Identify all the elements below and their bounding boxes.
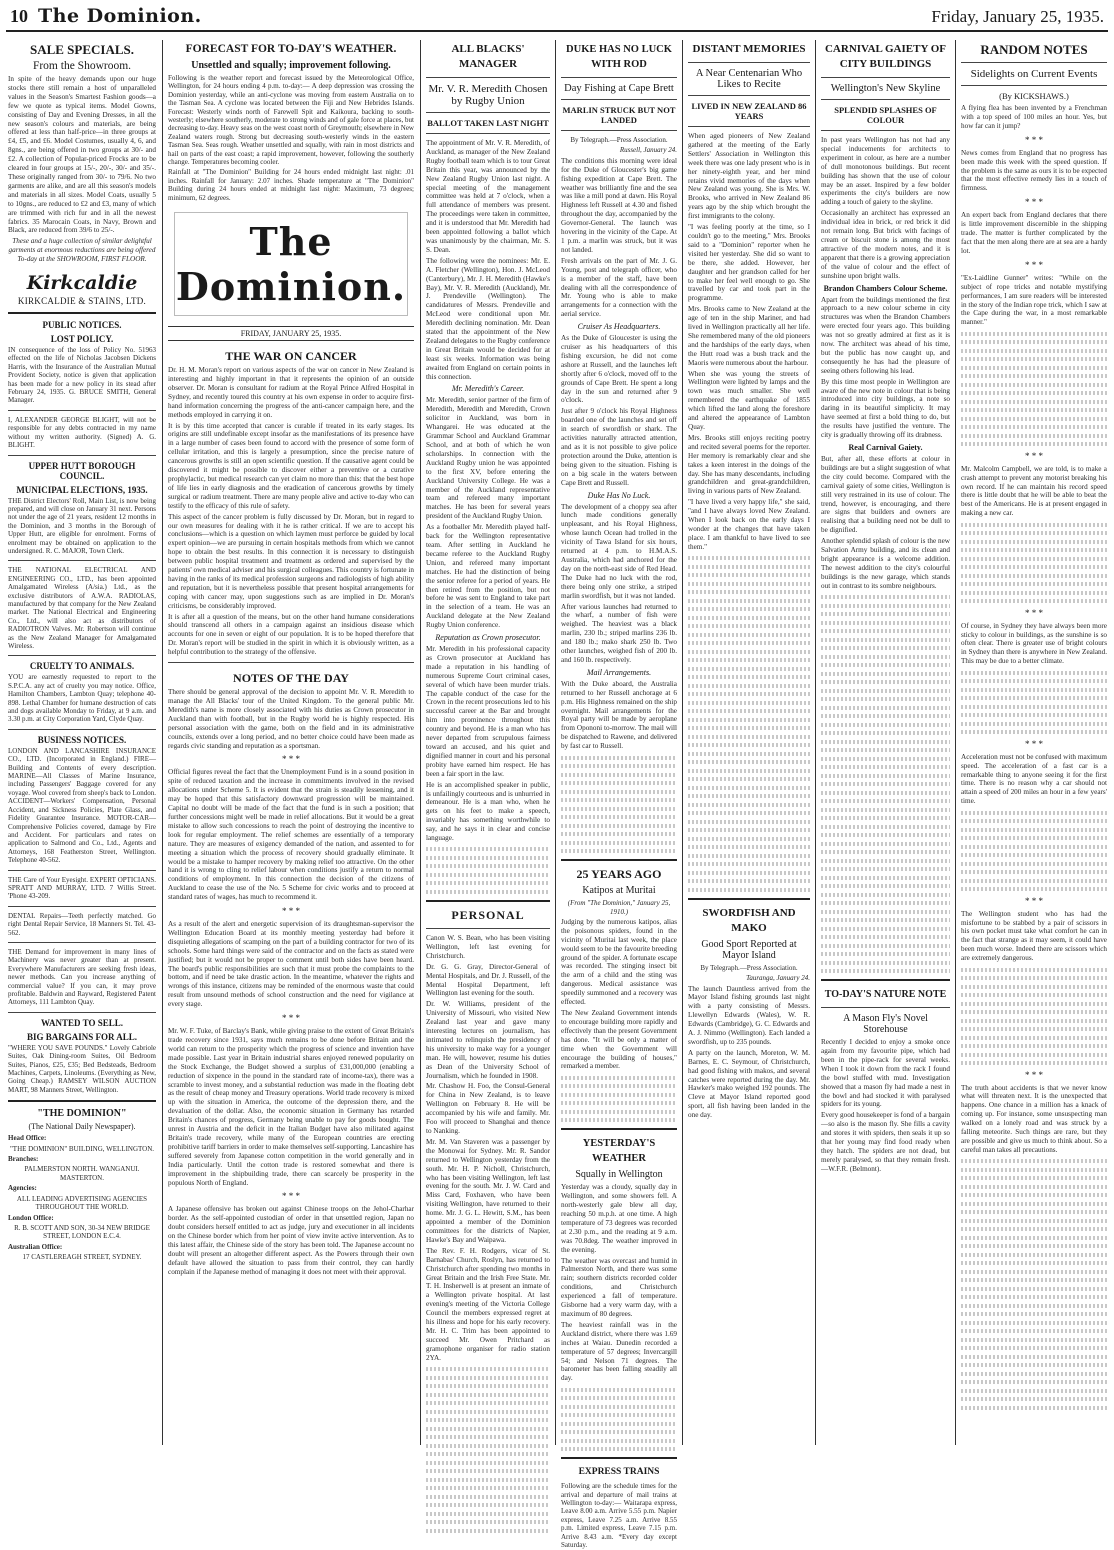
article-paragraph: Every good housekeeper is fond of a bargain—so also is the mason fly. She fills a cavity and stores it with spiders, then seals it up so that her young may find food ready when they hatch. The spiders are not dead, but merely paralysed, so that they remain fresh. —W.F.R. (Belmont). bbox=[821, 1111, 950, 1173]
editorial-title: THE WAR ON CANCER bbox=[225, 349, 357, 364]
separator-stars: * * * bbox=[1025, 450, 1043, 461]
text-filler bbox=[561, 756, 677, 854]
municipal-text: THE District Electors' Roll, Main List, is now being prepared, and will close on January 31 next. Persons not under the age of 21 years, resident 12 months in the Dominion, and 3 months in the Borough of Upper Hutt, are eligible for enrolment. Forms of enrolment may be obtained on application to the undersigned. R. C. MAJOR, Town Clerk. bbox=[8, 496, 156, 555]
article-paragraph: Just after 9 o'clock his Royal Highness boarded one of the launches and set off in search of swordfish or shark. The activities naturally attracted attention, and as it is not possible to give police protection around the Duke, attention is being given to the situation. Fishing is on a big scale in the waters between Cape Brett and Russell. bbox=[561, 407, 677, 487]
crosshead: Cruiser As Headquarters. bbox=[577, 322, 661, 332]
text-filler bbox=[561, 1076, 677, 1123]
memories-subhead2: LIVED IN NEW ZEALAND 86 YEARS bbox=[691, 101, 807, 121]
random-note: A flying flea has been invented by a Frenchman with a top speed of 100 miles an hour. Yes, but how far can it jump? bbox=[961, 104, 1107, 130]
personal-paragraph: The Rev. F. H. Rodgers, vicar of St. Barnabas' Church, Roslyn, has returned to Christchurch after spending two months in Great Britain and the Irish Free State. Mr. T. H. Insherwell is at present an inmate of a Wellington private hospital. At last evening's meeting of the Victoria College Council the members expressed regret at his illness and hope for his early recovery. Mr. H. C. Trim has been appointed to succeed Mr. Owen Pritchard as gramophone organiser for radio station 2YA. bbox=[426, 1246, 550, 1362]
personal-paragraph: Dr. W. Williams, president of the University of Missouri, who visited New Zealand last year and gave many interesting lectures on journalism, has intimated to relinquish the presidency of his university to make way for a younger man. He will, however, resume his duties as Dean of the University School of Journalism, which he founded in 1908. bbox=[426, 1000, 550, 1080]
article-paragraph: Apart from the buildings mentioned the first approach to a new colour scheme in city structures was when the Brandon Chambers were erected four years ago. This building was not so greatly admired at first as it is now. The architect was ahead of his time, but the public has now caught up, and consequently he has had the pleasure of seeing others following his lead. bbox=[821, 295, 950, 375]
personal-title: PERSONAL bbox=[451, 907, 525, 922]
ago-title: 25 YEARS AGO bbox=[576, 867, 662, 882]
public-notices-title: PUBLIC NOTICES. bbox=[42, 320, 122, 331]
column-6 bbox=[821, 40, 950, 1445]
column-5 bbox=[688, 40, 810, 1445]
crosshead: Brandon Chambers Colour Scheme. bbox=[823, 283, 948, 293]
yw-subhead: Squally in Wellington bbox=[575, 1169, 663, 1181]
forecast-text: Following is the weather report and forecast issued by the Meteorological Office, Wellington, for 24 hours ending 4 p.m. to-day:— A deep depression was crossing the Dominion yesterday, while an anti-cyclone was moving from eastern Australia on to the Tasman Sea. A cyclone was located between the Fiji and New Hebrides Islands. Forecast: Westerly winds north of Farewell Spit and Kaikoura, backing to south-westerly; elsewhere southerly, moderate to strong winds and of gale force at places, but decreasing to-day. Heavy seas on the west coast north of Greymouth; elsewhere in New Zealand waters rough. Strong but decreasing south-westerly winds in the eastern Tasman Sea. Seas rough. Weather unsettled and squally, with rain in most districts and hail on parts of the east coast; a rapid improvement, however, following the southerly change. Temperatures becoming cooler. bbox=[168, 74, 414, 167]
column-rule bbox=[815, 40, 816, 1445]
article-paragraph: By this time most people in Wellington are aware of the new note in colour that is being introduced into city buildings, a note so daring in its beautiful simplicity. It may have seemed at first a bold thing to do, but the results have justified the venture. The city is gradually throwing off its drabness. bbox=[821, 377, 950, 440]
london-office-label: London Office: bbox=[8, 1213, 54, 1222]
separator-stars: * * * bbox=[282, 1191, 300, 1202]
column-3 bbox=[426, 40, 550, 1445]
random-note: An expert back from England declares that there is little improvement discernible in the shipping trade. The matter is further complicated by the fact that the men along there are at sea are a hardy lot. bbox=[961, 211, 1107, 255]
article-paragraph: The appointment of Mr. V. R. Meredith, of Auckland, as manager of the New Zealand Rugby football team which is to tour Great Britain this year, was announced by the New Zealand Rugby Union last night. A special meeting of the management committee was held at 7 o'clock, when a full attendance of members was present. The proceedings were taken in committee, and it is understood that Mr. Meredith had been appointed following a ballot which was unanimously by the chairman, Mr. S. S. Dean. bbox=[426, 139, 550, 254]
article-paragraph: Another splendid splash of colour is the new Salvation Army building, and its clean and bright appearance is a welcome addition. The newest addition to the city's colourful buildings is the new garage, which stands out in contrast to its sombre neighbours. bbox=[821, 537, 950, 590]
sale-specials-text: In spite of the heavy demands upon our huge stocks there still remain a host of unparalleled values in the Season's Smartest Fashion goods—a few we quote as typical items. Model Gowns, consisting of Day and Evening Dresses, in all the new season's colours and materials, are being offered at less than half-price—in three groups at £4, £5, and £6. Model Costumes, usually 4, 6, and 8gns., are being offered in two groups at 30/- and £2. A collection of Popular-priced Frocks are to be cleared in four groups at 15/-, 20/-, 30/- and 35/-. These originally ranged from 30/- to 79/6. No two garments are alike, and are all this season's models and materials in all sizes. Model Coats, usually 5 to 10gns., are reduced to £2 and £3, many of which are trimmed with rich fur and in all the newest fabrics. 35 Marocain Coats, in Navy, Brown and Black, are reduced from 39/6 to 25/-. bbox=[8, 75, 156, 235]
crosshead: Mail Arrangements. bbox=[586, 667, 652, 677]
article-paragraph: A party on the launch, Moreton, W. M. Barnes, E. C. Seymour, of Christchurch, had good fishing with makos, and several catches were reported during the day. Mr. Hawker's mako weighed 192 pounds. The Cleve at Mayor Island reported good sport, all fish having been landed in the one day. bbox=[688, 1048, 810, 1120]
sword-title: SWORDFISH AND MAKO bbox=[702, 906, 796, 934]
wanted-to-sell-title: WANTED TO SELL. bbox=[41, 1017, 123, 1028]
article-paragraph: Yesterday was a cloudy, squally day in Wellington, and some showers fell. A north-westerly gale blew all day, reaching 50 m.p.h. at one time. A high temperature of 73 degrees was recorded at 2.30 p.m., and the reading at 9 a.m. was 70.8deg. The weather improved in the evening. bbox=[561, 1183, 677, 1254]
dominion-box-title: "THE DOMINION" bbox=[37, 1108, 127, 1120]
agencies-label: Agencies: bbox=[8, 1184, 37, 1193]
personal-paragraph: Mr. Chashow H. Foo, the Consul-General for China in New Zealand, is to leave Wellington on February 8. He will be accompanied by his wife and family. Mr. Foo will proceed to Shanghai and thence to Nanking. bbox=[426, 1082, 550, 1135]
separator-stars: * * * bbox=[1025, 1069, 1043, 1080]
duke-subhead2: MARLIN STRUCK BUT NOT LANDED bbox=[562, 105, 676, 125]
kirkcaldie-logo: Kirkcaldie bbox=[26, 272, 138, 295]
separator-stars: * * * bbox=[1025, 738, 1043, 749]
article-paragraph: Mr. Meredith in his professional capacity as Crown prosecutor at Auckland has made a reputation in his handling of numerous Supreme Court criminal cases, several of which have been murder trials. The capable conduct of the case for the Crown in the recent prosecutions led to his successful career at the Bar and brought him into prominence throughout this country and beyond. He is a man who has never departed from scrupulous fairness toward an accused, and his quiet and dignified manner in court and his personal probity have earned him respect. He has been a fair sport in the law. bbox=[426, 645, 550, 778]
duke-byline: By Telegraph.—Press Association. bbox=[570, 136, 668, 144]
article-paragraph: The following were the nominees: Mr. E. A. Fletcher (Wellington), Hon. J. McLeod (Canterbury), Mr. J. H. Meredith (Hawke's Bay), Mr. V. R. Meredith (Auckland), Mr. J. Prendeville (Wellington). The candidatures of Messrs. Prendeville and McLeod were conditional upon Mr. Meredith declining nomination. Mr. Dean stated that the appointment of the New Zealand delegates to the Rugby conference in Great Britain would be decided for at least six weeks. Information was being awaited from England on certain points in this connection. bbox=[426, 256, 550, 381]
text-filler bbox=[961, 332, 1107, 447]
article-paragraph: The heaviest rainfall was in the Auckland district, where there was 1.69 inches at Waiau. Dunedin recorded a temperature of 57 degrees; Invercargill 54; and Nelson 71 degrees. The barometer has been falling steadily all day. bbox=[561, 1320, 677, 1383]
article-paragraph: As the Duke of Gloucester is using the cruiser as his headquarters of this fishing excursion, he did not come ashore at Russell, and the launches left shortly after 6 o'clock, moved off to the grounds of Cape Brett. He spent a long day in the sun and returned after 9 o'clock. bbox=[561, 334, 677, 405]
article-paragraph: He is an accomplished speaker in public, is unfailingly courteous and is unhurried in demeanour. He is a man who, when he gets on his feet to make a speech, invariably has something worthwhile to say, and he says it in clear and concise language. bbox=[426, 780, 550, 843]
bargains-text: "WHERE YOU SAVE POUNDS." Lovely Cabriole Suites, Oak Dining-room Suites, Oil Bedroom Suites, Pianos, £25, £35; Bed Bedsteads, Bedroom Machines, Carpets, Linoleums. (Everything as New, Going Cheap.) RAMSEY WILSON AUCTION MART, 98 Manners Street, Wellington. bbox=[8, 1043, 156, 1094]
lost-policy-text: IN consequence of the loss of Policy No. 51963 effected on the life of Nicholas Jacobsen Dickens Harris, with the Insurance of the Australian Mutual Provident Society, notice is given that application has been made for a new policy in its stead after February 24, 1935. G. BRUCE SMITH, General Manager. bbox=[8, 346, 156, 405]
article-paragraph: Fresh arrivals on the part of Mr. J. G. Young, post and telegraph officer, who is a member of the staff, have been dealing with all the correspondence of Mr. Young who is able to make arrangements for a connection with the aerial service. bbox=[561, 256, 677, 319]
article-paragraph: Mr. Meredith, senior partner of the firm of Meredith, Meredith and Meredith, Crown solicitor in Auckland, was born in Whangarei. He was educated at the Grammar School and Auckland Grammar School, and at both of which he won scholarships. In connection with the Auckland Rugby union he was appointed to the first XV, before entering the Auckland University College. He was a member of the Auckland representative team and refereed many important matches. He has been for several years president of the Auckland Rugby Union. bbox=[426, 396, 550, 521]
random-note: Of course, in Sydney they have always been more sticky to colour in buildings, as the sunshine is so often clear. There is greater use of bright colours in Sydney than there is anywhere in New Zealand. This may be due to a better climate. bbox=[961, 621, 1107, 666]
notes-paragraph: A Japanese offensive has broken out against Chinese troops on the Jehol-Charhar border. As the self-appointed custodian of order in that unsettled region, Japan no doubt considers herself entitled to act as judge, jury and executioner in all incidents on the Chinese border which from her point of view invite active intervention. As to this latest affair, the Chinese side of the story has been told. The Japanese account no doubt will present an altogether different aspect. As the Powers through their own default have allowed the situation to pass from their control, they can hardly complain if the Japanese method of managing it does not meet with their approval. bbox=[168, 1205, 414, 1276]
aus-office-addr: 17 CASTLEREAGH STREET, SYDNEY. bbox=[22, 1253, 142, 1262]
text-filler bbox=[688, 556, 810, 892]
lost-policy-title: LOST POLICY. bbox=[50, 334, 114, 345]
notes-paragraph: Mr. W. F. Tuke, of Barclay's Bank, while giving praise to the extent of Great Britain's trade recovery since 1931, says much remains to be done before Britain and the world can return to the prosperity which the progress of science and invention have made possible. Last year in Britain industrial shares enjoyed renewed popularity on the Stock Exchange, the Budget showed a surplus of £31,000,000 (enabling a reduction of sixpence in the pound in the standard rate of income-tax), there was a scramble to invest money, and a substantial reduction was made in the floating debt as the result of cheap money and Treasury operations. World trade recovery is mixed up with the situation in America, the outcome of the depression there, and the devaluation of the dollar. Also, the economic situation in Germany has retarded Britain's chances of progress, Germany being unable to pay for goods bought. The unrest in Austria and the deficit in the Italian Budget have also militated against Britain's trade recovery, while many of the European countries are erecting prohibitive tariff barriers in order to make themselves self-supporting. Lancashire has suffered severely from Japanese cotton competition in the world generally and in India particularly. Until the cotton trade is restored somewhat and there is improvement in the shipbuilding trade, there can scarcely be prosperity in the populous North of England. bbox=[168, 1027, 414, 1187]
electrical-notice: THE NATIONAL ELECTRICAL AND ENGINEERING CO., LTD., has been appointed Amalgamated Wireless (A/sia.) Ltd., as the exclusive distributors of A.W.A. RADIOLAS, manufactured by that company for the New Zealand market. The National Electrical and Engineering Co., Ltd., will also act as distributors of RADIOTRON Valves. Mr. Robertson will continue as the New Zealand Manager for Amalgamated Wireless. bbox=[8, 566, 156, 650]
random-notes-subhead: Sidelights on Current Events bbox=[970, 68, 1098, 80]
crosshead: Duke Has No Luck. bbox=[587, 490, 651, 500]
article-paragraph: In past years Wellington has not had any special inducements for architects to experiment in colour, as here are a number of dull monotonous buildings. But recent building has shown that the use of colour may be an asset. Inspired by a few bolder experiments the city's builders are now adding a touch of gaiety to the skyline. bbox=[821, 136, 950, 207]
editorial-paragraph: It is after all a question of the means, but on the other hand humane considerations should transcend all others in a campaign against an insidious disease which accounts for one in seven or eight of our population. It is to be hoped therefore that Dr. Moran's report will be studied in the spirit in which it is obviously written, as a helpful contribution to the strategy of the offensive. bbox=[168, 612, 414, 657]
column-rule bbox=[682, 40, 683, 1445]
upper-hutt-title: UPPER HUTT BOROUGH COUNCIL. bbox=[28, 460, 136, 481]
column-7 bbox=[961, 40, 1107, 1445]
duke-headline: DUKE HAS NO LUCK WITH ROD bbox=[566, 44, 672, 70]
masthead-small: The Dominion. bbox=[38, 5, 202, 27]
article-paragraph: The development of a choppy sea after lunch made conditions generally unpleasant, and his Royal Highness, whose launch Ocean had trolled in the vicinity of Tawa Island for six hours, returned at 4 p.m. to H.M.A.S. Australia, which had anchored for the day on the north-east side of Red Head. The Duke had no luck with the rod, there being only one strike, a striped marlin swordfish, but it was not landed. bbox=[561, 502, 677, 600]
forecast-subhead: Unsettled and squally; improvement following. bbox=[191, 60, 391, 71]
article-paragraph: After various launches had returned to the wharf, a number of fish were weighed. The heaviest was a black marlin, 230 lb.; striped marlins 236 lb. and 180 lb.; mako shark 250 lb. Two other launches, weighed fish of 200 lb. and 160 lb. respectively. bbox=[561, 602, 677, 664]
sword-subhead: Good Sport Reported at Mayor Island bbox=[701, 938, 797, 961]
article-paragraph: Judging by the numerous katipos, alias the poisonous spiders, found in the vicinity of Muritai last week, the place would seem to be the favourite breeding ground of the spider. A fortunate escape was recorded. The stinging insect bit the arm of a child and the sting was dangerous. Medical assistance was speedily summoned and a recovery was effected. bbox=[561, 917, 677, 1007]
all-blacks-headline: ALL BLACKS' MANAGER bbox=[451, 43, 525, 70]
notes-paragraph: There should be general approval of the decision to appoint Mr. V. R. Meredith to manage the All Blacks' tour of the United Kingdom. To the general public Mr. Meredith's name is more closely associated with his duties as Crown prosecutor in Auckland than with football, but in the Rugby world he is highly respected. His personal association with the game, both on the field and in its administrative councils, extends over a long period, and no better choice could have been made as regards civic standing and reputation as a sportsman. bbox=[168, 688, 414, 750]
personal-paragraph: Mr. M. Van Staveren was a passenger by the Monowai for Sydney. Mr. R. Sandor returned to Wellington yesterday from the south. Mr. H. P. Nicholl, Christchurch, who has been visiting Wellington, left last evening for the south. Mr. J. W. Card and Miss Card, Foxhaven, who have been visiting Wellington, have returned to their home. Mr. J. G. L. Hewitt, S.M., has been appointed a member of the Dominion committees for the districts of Napier, Hawke's Bay and Waipawa. bbox=[426, 1137, 550, 1244]
article-paragraph: As a footballer Mr. Meredith played half-back for the Wellington representative team. After settling in Auckland he became referee to the Auckland Rugby Union, and refereed many important matches. He had the distinction of being the senior referee for a period of years. He then retired from the position, but not before he was sent to England to take part in the selection of a team. He was an Auckland delegate at the New Zealand Rugby Union conference. bbox=[426, 523, 550, 630]
random-note: "Ex-Laidline Gunner" writes: "While on the subject of rope tricks and notable mystifying performances, I am sure readers will be interested in the story of the Indian rope trick, which I saw at the Cape during the war, in a most remarkable manner." bbox=[961, 273, 1107, 327]
municipal-title: MUNICIPAL ELECTIONS, 1935. bbox=[16, 484, 148, 495]
article-paragraph: When aged pioneers of New Zealand gathered at the meeting of the Early Settlers' Association in Wellington this week there was one lady present who is in her ninety-eighth year, and her mind retains vivid memories of the days when New Zealand was young. She is Mrs. W. Brooks, who arrived in New Zealand 86 years ago by the ship which brought the first immigrants to the colony. bbox=[688, 132, 810, 221]
article-paragraph: With the Duke aboard, the Australia returned to her Russell anchorage at 6 p.m. His Highness remained on the ship overnight. Mail arrangements for the Royal party will be made by aeroplane from Opononi to-morrow. The mail will be dispatched to Rawene, and delivered by fast car to Russell. bbox=[561, 679, 677, 751]
article-paragraph: The weather was overcast and humid in Palmerston North, and there was some rain; southern districts recorded colder conditions, and Christchurch experienced a fall of temperature. Gisborne had a very warm day, with a maximum of 80 degrees. bbox=[561, 1256, 677, 1318]
random-notes-headline: RANDOM NOTES bbox=[980, 42, 1088, 57]
column-rule bbox=[555, 40, 556, 1445]
head-office-label: Head Office: bbox=[8, 1134, 47, 1143]
text-filler bbox=[961, 968, 1107, 1066]
article-paragraph: The launch Dauntless arrived from the Mayor Island fishing grounds last night with a party consisting of Messrs. Llewellyn Edwards (Wales), W. R. Edwards (Cambridge), G. C. Edwards and A. J. Nimmo (Wellington). Each landed a swordfish, up to 235 pounds. bbox=[688, 984, 810, 1046]
random-note: Acceleration must not be confused with maximum speed. The acceleration of a fast car is a remarkable thing to anyone seeing it for the first time. There is no reason why a car should not attain a speed of 200 miles an hour in a few years' time. bbox=[961, 752, 1107, 806]
editorial-paragraph: This aspect of the cancer problem is fully discussed by Dr. Moran, but in regard to our own measures for dealing with it he is rather critical. If we are to accept his conclusions—which is a question on which laymen must perforce be guided by local expert opinion—we are pursuing in certain hospitals methods from which we cannot hope to obtain the best results. In this connection it is necessary to distinguish between public hospital treatment and treatment as ordered and supervised by the patients' own medical adviser and his surgical colleagues. This country is fortunate in having in the ranks of its medical profession surgeons and radiologists of high ability and reputation, but it is nevertheless possible that present hospital arrangements for coping with cancer may, upon suggestions such as are implied in Dr. Moran's criticisms, be considerably improved. bbox=[168, 512, 414, 610]
nature-title: TO-DAY'S NATURE NOTE bbox=[824, 989, 947, 1001]
page-date: Friday, January 25, 1935. bbox=[931, 7, 1104, 26]
column-rule bbox=[955, 40, 956, 1445]
memories-headline: DISTANT MEMORIES bbox=[692, 43, 806, 55]
article-paragraph: When she was young the streets of Wellington were lighted by lamps and the town was much smaller. She well remembered the earthquake of 1855 which lifted the land along the foreshore and altered the appearance of Lambton Quay. bbox=[688, 369, 810, 431]
ago-source: (From "The Dominion," January 25, 1910.) bbox=[567, 899, 671, 916]
carnival-headline: CARNIVAL GAIETY OF CITY BUILDINGS bbox=[824, 43, 947, 70]
sale-specials-subhead: From the Showroom. bbox=[32, 60, 132, 72]
separator-stars: * * * bbox=[282, 754, 300, 765]
column-4 bbox=[561, 40, 677, 1550]
cruelty-title: CRUELTY TO ANIMALS. bbox=[29, 661, 135, 672]
kirkcaldie-firm: KIRKCALDIE & STAINS, LTD. bbox=[17, 296, 147, 307]
article-paragraph: Mrs. Brooks still enjoys reciting poetry and recited several poems for the reporter. Her memory is remarkably clear and she takes a keen interest in the doings of the day. She has many descendants, including grandchildren and great-grandchildren, living in various parts of New Zealand. bbox=[688, 433, 810, 496]
editorial-paragraph: Dr. H. M. Moran's report on various aspects of the war on cancer in New Zealand is interesting and highly important in that it represents the opinion of an outside observer. Dr. Moran is consultant for radium at the Royal Prince Alfred Hospital in Sydney, and recently toured this country at his own expense in order to acquire first-hand information concerning the progress of the anti-cancer campaign here, and the methods employed in carrying it on. bbox=[168, 366, 414, 419]
carnival-subhead: Wellington's New Skyline bbox=[830, 83, 941, 94]
sale-specials-italic: These and a huge collection of similar delightful garments at enormous reductions are being offered To-day at the SHOWROOM, FIRST FLOOR. bbox=[8, 237, 156, 264]
separator-stars: * * * bbox=[282, 1013, 300, 1024]
branches-list: PALMERSTON NORTH. WANGANUI. MASTERTON. bbox=[24, 1165, 140, 1182]
branches-label: Branches: bbox=[8, 1155, 39, 1164]
all-blacks-subhead2: BALLOT TAKEN LAST NIGHT bbox=[427, 118, 549, 128]
random-note: News comes from England that no progress has been made this week with the speed question. If the problem is the same as ours it is to be expected that the most effective remedy lies in a touch of firmness. bbox=[961, 148, 1107, 193]
notes-paragraph: As a result of the alert and energetic supervision of its draughtsman-supervisor the Wellington Education Board at its monthly meeting yesterday had before it disquieting allegations of scamping on the part of a building contractor for two of its schools. Some hard things were said of the contractor and on the facts as stated were justified; but it would not be proper to comment until both sides have been heard. The board's public responsibilities are such that it must probe the complaints to the bottom, and if need be take drastic action. In the meantime, whatever the rights and wrongs of this instance, citizens may be reminded of the enormous waste that could result from unsound methods of school construction and the need for vigilance at every stage. bbox=[168, 920, 414, 1009]
patent-ad: THE Demand for improvement in many lines of Machinery was never greater than at present. Everywhere Manufacturers are seeking fresh ideas, newer methods. Can you increase anything of commercial value? If you can, it may prove profitable. Baldwin and Rayward, Registered Patent Attorneys, 111 Lambton Quay. bbox=[8, 947, 156, 1007]
separator-stars: * * * bbox=[1025, 134, 1043, 145]
express-title: EXPRESS TRAINS bbox=[578, 1467, 660, 1478]
aus-office-label: Australian Office: bbox=[8, 1242, 63, 1251]
article-paragraph: "I was feeling poorly at the time, so I couldn't go to the meeting," Mrs. Brooks said to a "Dominion" reporter when he visited her yesterday. She did so want to be there, she added. However, her daughter and her grandson called for her to make her feel well enough to go. She travelled by car and took part in the programme. bbox=[688, 223, 810, 303]
text-filler bbox=[961, 1159, 1107, 1410]
text-filler bbox=[561, 1388, 677, 1452]
rainfall-text: Rainfall at "The Dominion" Building for 24 hours ended midnight last night: .01 inches. Rainfall for January: 2.07 inches. Shade temperature at "The Dominion" Building during 24 hours ended at midnight last night: Maximum, 73 degrees; minimum, 62 degrees. bbox=[168, 168, 414, 202]
memories-subhead: A Near Centenarian Who Likes to Recite bbox=[695, 68, 803, 90]
london-office-addr: R. B. SCOTT AND SON, 30-34 NEW BRIDGE STREET, LONDON E.C.4. bbox=[14, 1223, 150, 1241]
personal-paragraph: Dr. G. G. Gray, Director-General of Mental Hospitals, and Dr. J. Russell, of the Mental Hospital Department, left Wellington last evening for the south. bbox=[426, 962, 550, 998]
sword-byline: By Telegraph.—Press Association. bbox=[700, 963, 798, 972]
text-filler bbox=[961, 671, 1107, 735]
column-1 bbox=[8, 40, 156, 1445]
dominion-masthead: The Dominion. bbox=[174, 212, 408, 316]
article-paragraph: Occasionally an architect has expressed an individual idea in brick, or red brick it did not remain long. But brick with facings of cream or biscuit stone is among the most attractive of the modern notes, and it is apparent that there is a growing appreciation of the value of colour and the effect of sunshine upon bright walls. bbox=[821, 209, 950, 280]
forecast-headline: FORECAST FOR TO-DAY'S WEATHER. bbox=[185, 43, 397, 55]
column-rule bbox=[162, 40, 163, 1445]
notes-title: NOTES OF THE DAY bbox=[233, 671, 349, 686]
dominion-box-sub: (The National Daily Newspaper). bbox=[28, 1122, 136, 1132]
separator-stars: * * * bbox=[1025, 895, 1043, 906]
text-filler bbox=[426, 1367, 550, 1533]
carnival-subhead2: SPLENDID SPLASHES OF COLOUR bbox=[834, 105, 937, 125]
editorial-paragraph: It is by this time accepted that cancer is curable if treated in its early stages. Its origins are still undefinable except insofar as the manifestations of its presence have in a large number of cases been found to accord with the presence of some form of cellular irritation, and this is largely a presumption, since the precise nature of cancerous growths is still an open scientific question. If the causative agent could be discovered it might be possible to discover either a preventive or a curative prophylactic, but medical research can yet claim no more than this: that the best hope of life lies in early diagnosis and the eradication of cancerous growths by timely surgical or radium treatment. There are many people alive and active to-day who can testify to the efficacy of this rule of safety. bbox=[168, 421, 414, 510]
crosshead: Mr. Meredith's Career. bbox=[451, 384, 525, 394]
business-notices-title: BUSINESS NOTICES. bbox=[37, 734, 127, 745]
sale-specials-headline: SALE SPECIALS. bbox=[29, 42, 135, 57]
agencies-text: ALL LEADING ADVERTISING AGENCIES THROUGHOUT THE WORLD. bbox=[16, 1194, 148, 1212]
column-rule bbox=[420, 40, 421, 1445]
article-paragraph: The New Zealand Government intends to encourage building more rapidly and effectively than the present Government has done. "It will be only a matter of time when the Government will encourage the building of houses," remarked a member. bbox=[561, 1008, 677, 1071]
duke-subhead: Day Fishing at Cape Brett bbox=[564, 83, 674, 94]
duke-dateline: Russell, January 24. bbox=[619, 146, 677, 155]
article-paragraph: "I have lived a very happy life," she said, "and I have always loved New Zealand. When I look back on the early days I wonder at the changes that have taken place. I am thankful to have lived to see them." bbox=[688, 498, 810, 551]
crosshead: Reputation as Crown prosecutor. bbox=[435, 633, 541, 643]
text-filler bbox=[961, 811, 1107, 892]
separator-stars: * * * bbox=[1025, 259, 1043, 270]
optical-ad: THE Care of Your Eyesight. EXPERT OPTICIANS. SPRATT AND MURRAY, LTD. 7 Willis Street. 'Phone 43-209. bbox=[8, 875, 156, 901]
article-paragraph: The conditions this morning were ideal for the Duke of Gloucester's big game fishing expedition at Cape Brett. The weather was brilliantly fine and the sea was like a mill pond at dawn. His Royal Highness left Russell at 4.30 and fished throughout the day, accompanied by the Governor-General. The launch was hovering in the vicinity of the Cape. At 1 p.m. a marlin was struck, but it was not landed. bbox=[561, 156, 677, 254]
article-paragraph: But, after all, these efforts at colour in buildings are but a slight suggestion of what the city could become. Compared with the carnival gaiety of some cities, Wellington is still very restrained in its use of colour. The trend, however, is encouraging, and there are signs that builders and owners are realising that a building need not be dull to be dignified. bbox=[821, 455, 950, 535]
random-note: The truth about accidents is that we never know what will threaten next. It is the unexpected that happens. One chance in a million has a knack of coming up. For instance, some unsuspecting man walked on a lonely road and was struck by a falling meteorite. Such things are rare, but they are possible and give us much to think about. So a careful man takes all precautions. bbox=[961, 1083, 1107, 1154]
random-notes-byline: (By KICKSHAWS.) bbox=[999, 91, 1069, 101]
notes-paragraph: Official figures reveal the fact that the Unemployment Fund is in a sound position in spite of reduced taxation and the increase in commitments involved in the revised allocations under Scheme 5. It is evident that the strain is steadily lessening, and it may be hoped that this satisfactory downward progression will be maintained. Capital no doubt will be made of the fact that the fund is in such a position; that further concessions might well be made in relief allocations. But it would be a great mistake to allow such concessions to reach the point of destroying the incentive to look for regular employment. The relief schemes are essentially of a temporary nature. They are measures of exigency demanded of the nation, and assented to for meeting a situation which the process of recovery should gradually eliminate. It would be a mistake to hamper recovery by making relief too attractive. On the other hand it is wrong to cling to relief labour when conditions justify a return to normal conditions of employment. In this connection the decision of the citizens of Auckland to cease the use of the No. 5 Scheme for civic works and to proceed at standard rates of wages, has much to recommend it. bbox=[168, 768, 414, 902]
dental-ad: DENTAL Repairs—Teeth perfectly matched. Go right Dental Repair Service, 18 Manners St. Tel. 43-562. bbox=[8, 911, 156, 937]
yw-title: YESTERDAY'S WEATHER bbox=[582, 1138, 656, 1165]
nature-subhead: A Mason Fly's Novel Storehouse bbox=[843, 1013, 928, 1036]
separator-stars: * * * bbox=[1025, 197, 1043, 208]
page-number: 10 bbox=[10, 6, 28, 26]
all-blacks-subhead: Mr. V. R. Meredith Chosen by Rugby Union bbox=[428, 83, 548, 107]
masthead-date: FRIDAY, JANUARY 25, 1935. bbox=[168, 326, 414, 341]
random-note: The Wellington student who has had the misfortune to be stabbed by a pair of scissors in his own pocket must take what comfort he can in the fact that strange as it may seem, it could have been much worse. Indeed there are scissors which are extremely dangerous. bbox=[961, 909, 1107, 963]
separator-stars: * * * bbox=[1025, 607, 1043, 618]
personal-paragraph: Canon W. S. Bean, who has been visiting Wellington, left last evening for Christchurch. bbox=[426, 933, 550, 960]
text-filler bbox=[821, 595, 950, 973]
london-lancs-ad: LONDON AND LANCASHIRE INSURANCE CO., LTD. (Incorporated in England.) FIRE—Building and Contents of every description. MARINE—All Classes of Marine Insurance, including Passengers' Baggage covered for any voyage. Wool covered from sheep's back to London. ACCIDENT—Workers' Compensation, Personal Accident, and Sickness Policies, Plate Glass, and Fidelity Guarantee Insurance. MOTOR-CAR—Comprehensive Policies covered, damage by Fire and Accident. For particulars and rates on application to Salmond and Co., Ltd., Agents and Attorneys, 168 Featherston Street, Wellington. Telephone 40-562. bbox=[8, 746, 156, 865]
page-header bbox=[6, 4, 1108, 32]
random-note: Mr. Malcolm Campbell, we are told, is to make a crash attempt to prevent any motorist breaking his own record. If he can maintain his record speed there is little doubt that he will be able to beat the best of the Americans. He is at present engaged in making a new car. bbox=[961, 464, 1107, 518]
crosshead: Real Carnival Gaiety. bbox=[848, 443, 923, 452]
article-paragraph: Recently I decided to enjoy a smoke once again from my favourite pipe, which had been in the pipe-rack for several weeks. When I took it down from the rack I found the bowl stuffed with mud. Investigation showed that a mason fly had made a nest in the bowl and had stocked it with paralysed spiders for its young. bbox=[821, 1038, 950, 1109]
express-text: Following are the schedule times for the arrival and departure of mail trains at Wellington to-day:— Waitarapa express, Leave 8.00 a.m. Arrive 5.55 p.m. Napier express, Leave 7.25 a.m. Arrive 8.55 p.m. Limited express, Leave 7.15 p.m. Arrive 8.43 a.m. *Every day except Saturday. bbox=[561, 1482, 677, 1550]
column-2 bbox=[168, 40, 414, 1445]
article-paragraph: Mrs. Brooks came to New Zealand at the age of ten in the ship Mariner, and had lived in Wellington practically all her life. She remembered many of the old pioneers and the hardships of the early days, when the Hutt road was a bush track and the Maoris were numerous about the harbour. bbox=[688, 305, 810, 367]
ago-subhead: Katipos at Muritai bbox=[582, 885, 656, 897]
text-filler bbox=[426, 847, 550, 894]
text-filler bbox=[961, 523, 1107, 604]
sword-dateline: Tauranga, January 24. bbox=[746, 974, 810, 983]
bargains-title: BIG BARGAINS FOR ALL. bbox=[26, 1031, 138, 1042]
blight-notice: I, ALEXANDER GEORGE BLIGHT, will not be responsible for any debts contracted in my name without my written authority. (Signed) A. G. BLIGHT. bbox=[8, 415, 156, 450]
head-office-addr: "THE DOMINION" BUILDING, WELLINGTON. bbox=[9, 1144, 155, 1153]
separator-stars: * * * bbox=[282, 906, 300, 917]
cruelty-text: YOU are earnestly requested to report to the S.P.C.A. any act of cruelty you may notice. Office, Hamilton Chambers, Lambton Quay; telephone 40-898. Lethal Chamber for humane destruction of cats and dogs available Monday to Friday, at 9 a.m. and 3.30 p.m. at City Corporation Yard, Clyde Quay. bbox=[8, 673, 156, 724]
